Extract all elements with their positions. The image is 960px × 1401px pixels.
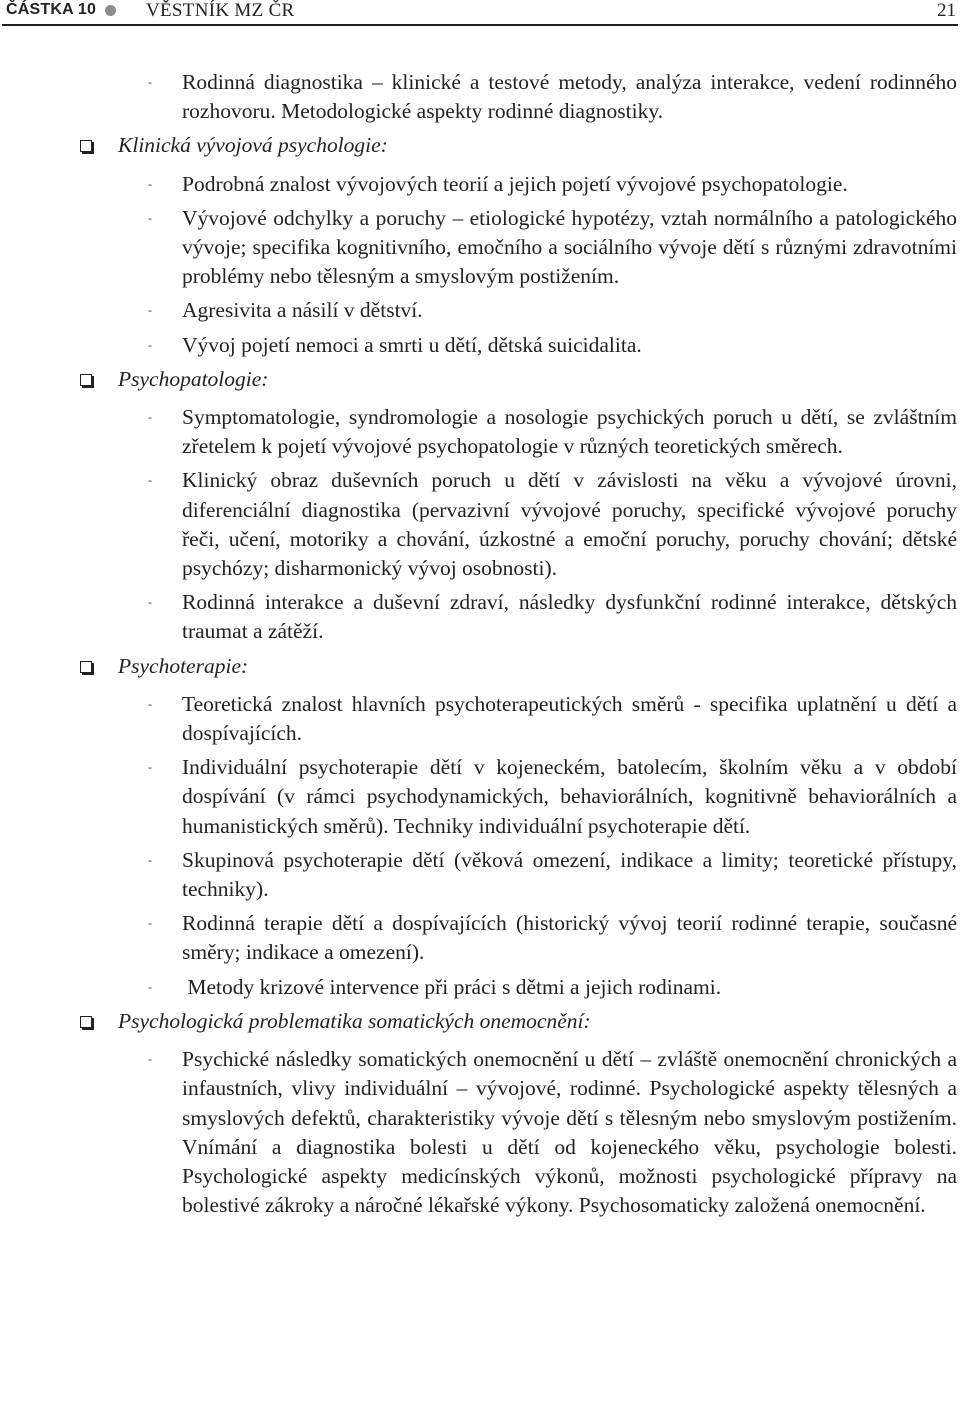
dash-bullet-icon: - [148, 337, 152, 352]
section-heading: Klinická vývojová psychologie: [0, 131, 960, 160]
page-header [0, 0, 960, 24]
dash-bullet-icon: - [148, 595, 152, 610]
section-heading: Psychopatologie: [0, 365, 960, 394]
list-item: - Rodinná terapie dětí a dospívajících (historický vývoj teorií rodinné terapie, současné směry; indikace a omezení). [148, 911, 957, 965]
dash-bullet-icon: - [148, 410, 152, 425]
list-item: - Skupinová psychoterapie dětí (věková omezení, indikace a limity; teoretické přístupy, techniky). [148, 847, 957, 902]
list-item: - Teoretická znalost hlavních psychoterapeutických směrů - specifika uplatnění u dětí a dospívajících. [148, 691, 957, 746]
list-item: - Individuální psychoterapie dětí v kojeneckém, batolecím, školním věku a v období dospívání (v rámci psychodynamických, behaviorálních, kognitivně behaviorálních a humanistických směrů). Techniky individuální psychoterapie dětí. [148, 755, 957, 838]
dash-bullet-icon: - [148, 303, 152, 318]
checkbox-bullet-icon [80, 374, 92, 386]
section-heading: Psychoterapie: [0, 652, 960, 681]
list-item: - Vývoj pojetí nemoci a smrti u dětí, dětská suicidalita. [0, 331, 960, 360]
dash-bullet-icon: - [148, 916, 152, 931]
header-rule [2, 24, 958, 26]
list-item: - Vývojové odchylky a poruchy – etiologické hypotézy, vztah normálního a patologického vývoje; specifika kognitivního, emočního a sociálního vývoje dětí s různými zdravotními problémy nebo tělesným a smyslovým postižením. [148, 205, 957, 289]
header-journal-title: VĚSTNÍK MZ ČR [146, 0, 295, 21]
header-bullet-dot-icon [105, 5, 116, 16]
dash-bullet-icon: - [148, 210, 152, 225]
list-item: - Psychické následky somatických onemocnění u dětí – zvláště onemocnění chronických a infaustních, vlivy individuální – vývojové, rodinné. Psychologické aspekty tělesných a smyslových defektů, charakteristiky vývoje dětí s tělesným nebo smyslovým postižením. Vnímání a diagnostika bolesti u dětí od kojeneckého věku, psychologie bolesti. Psychologické aspekty medicínských výkonů, možnosti psychologické přípravy na bolestivé zákroky a náročné lékařské výkony. Psychosomaticky založená onemocnění. [148, 1047, 957, 1218]
dash-bullet-icon: - [148, 176, 152, 191]
dash-bullet-icon: - [148, 75, 152, 89]
header-part: ČÁSTKA 10 [6, 1, 97, 18]
list-item: - Symptomatologie, syndromologie a nosologie psychických poruch u dětí, se zvláštním zřetelem k pojetí vývojové psychopatologie v různých teoretických směrech. [148, 405, 957, 459]
section-heading: Psychologická problematika somatických onemocnění: [0, 1007, 960, 1036]
dash-bullet-icon: - [148, 760, 152, 775]
list-item: - Podrobná znalost vývojových teorií a jejich pojetí vývojové psychopatologie. [0, 170, 960, 199]
dash-bullet-icon: - [148, 852, 152, 867]
list-item: - Agresivita a násilí v dětství. [0, 296, 960, 325]
list-item: - Klinický obraz duševních poruch u dětí v závislosti na věku a vývojové úrovni, diferenciální diagnostika (pervazivní vývojové poruchy, specifické vývojové poruchy řeči, učení, motoriky a chování, úzkostné a emoční poruchy, poruchy chování; dětské psychózy; disharmonický vývoj osobnosti). [148, 468, 957, 581]
document-body [0, 68, 960, 1220]
checkbox-bullet-icon [80, 140, 92, 152]
dash-bullet-icon: - [148, 473, 152, 488]
dash-bullet-icon: - [148, 1052, 152, 1067]
page-number: 21 [937, 0, 956, 21]
checkbox-bullet-icon [80, 1016, 92, 1028]
dash-bullet-icon: - [148, 979, 152, 994]
list-item: - Rodinná interakce a duševní zdraví, následky dysfunkční rodinné interakce, dětských traumat a zátěží. [148, 590, 957, 644]
dash-bullet-icon: - [148, 696, 152, 711]
list-item: - Rodinná diagnostika – klinické a testové metody, analýza interakce, vedení rodinného rozhovoru. Metodologické aspekty rodinné diagnostiky. [148, 70, 957, 124]
list-item: - Metody krizové intervence při práci s dětmi a jejich rodinami. [0, 973, 960, 1002]
checkbox-bullet-icon [80, 661, 92, 673]
